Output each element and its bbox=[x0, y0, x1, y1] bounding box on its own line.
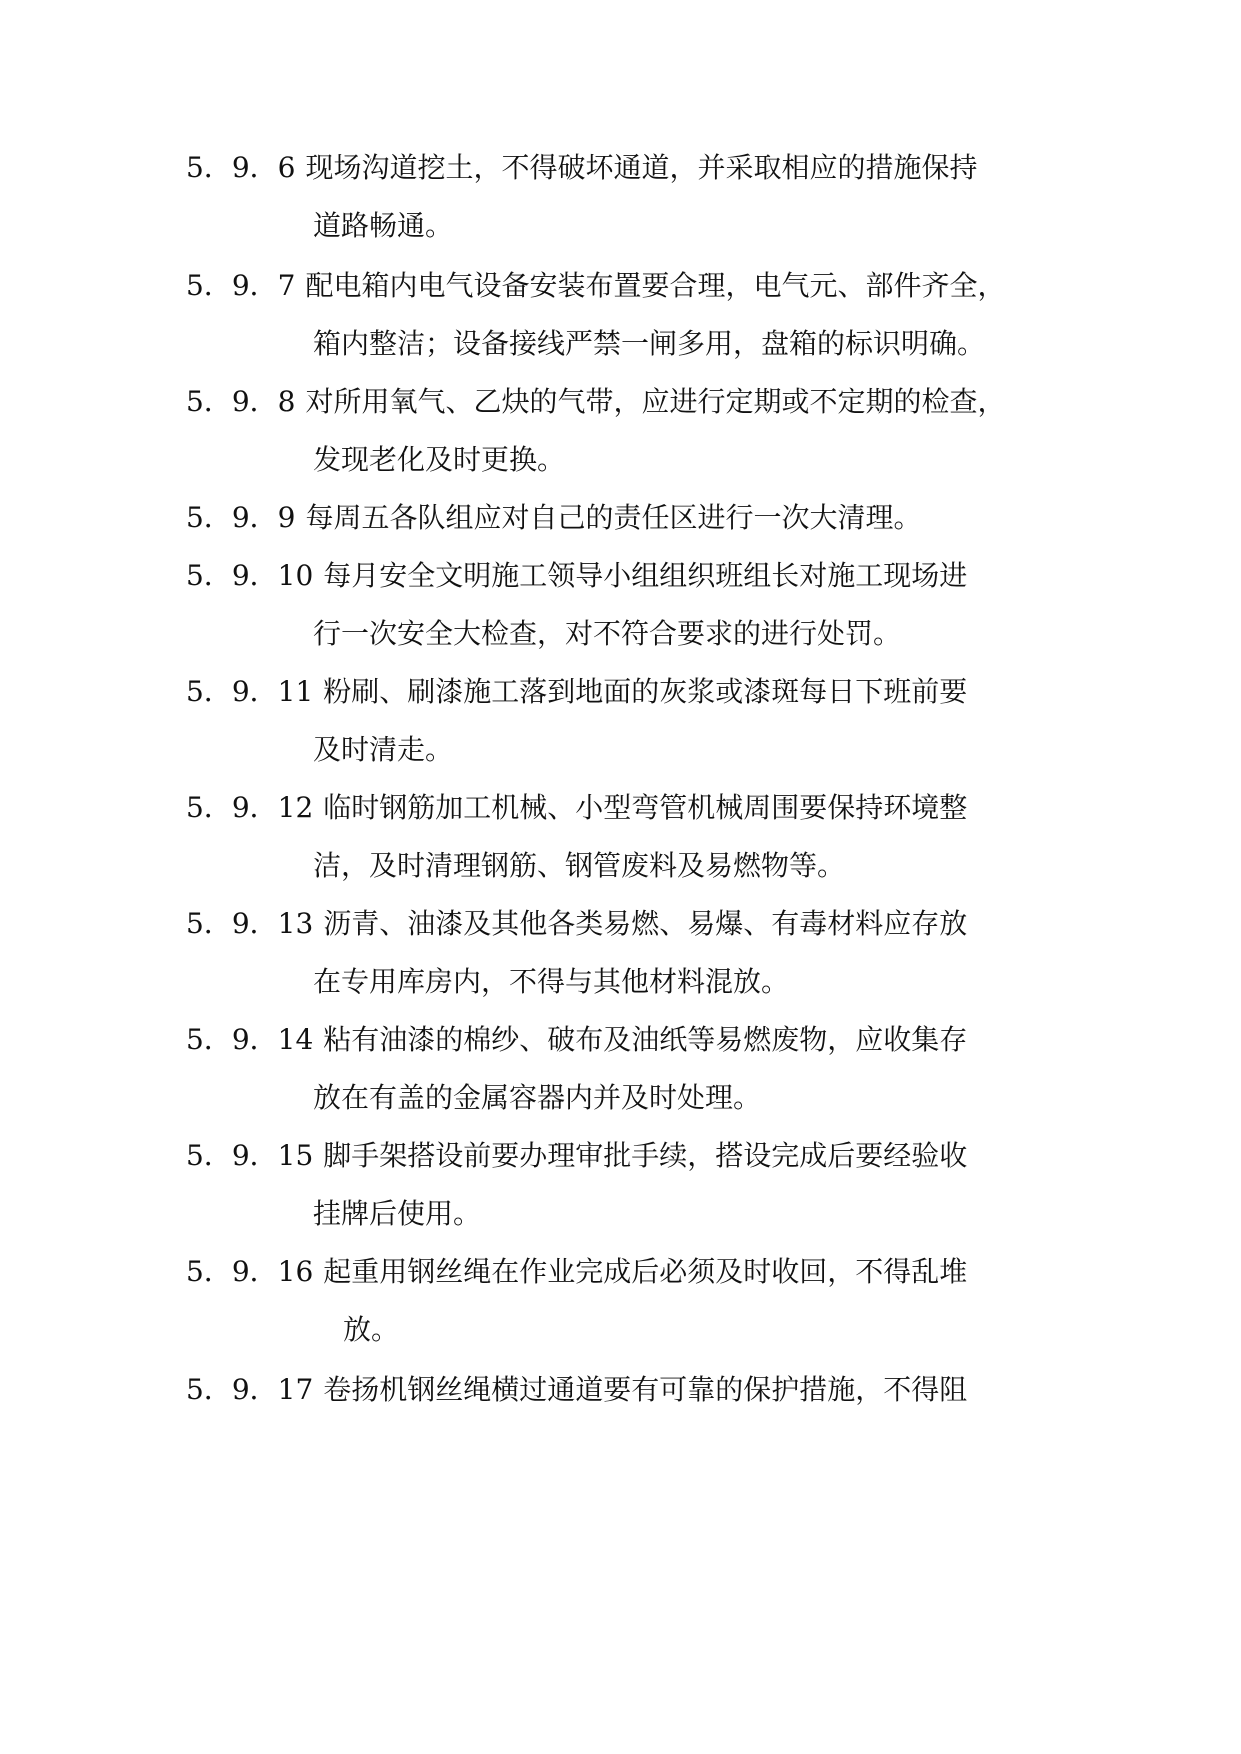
clause-number: 5．9．7 bbox=[186, 269, 296, 302]
clause-text: 起重用钢丝绳在作业完成后必须及时收回，不得乱堆 bbox=[323, 1255, 968, 1288]
clause-5-9-17 bbox=[186, 1370, 967, 1410]
clause-text: 卷扬机钢丝绳横过通道要有可靠的保护措施，不得阻 bbox=[323, 1373, 968, 1406]
clause-5-9-6 bbox=[186, 148, 977, 188]
clause-number: 5．9．13 bbox=[186, 907, 314, 940]
clause-5-9-12 bbox=[186, 788, 967, 828]
clause-continuation: 行一次安全大检查，对不符合要求的进行处罚。 bbox=[313, 617, 902, 650]
clause-number: 5．9．9 bbox=[186, 501, 296, 534]
clause-text: 对所用氧气、乙炔的气带，应进行定期或不定期的检查， bbox=[305, 385, 1006, 418]
clause-number: 5．9．11 bbox=[186, 675, 314, 708]
clause-text: 沥青、油漆及其他各类易燃、易爆、有毒材料应存放 bbox=[323, 907, 968, 940]
clause-5-9-11 bbox=[186, 672, 967, 712]
clause-text: 临时钢筋加工机械、小型弯管机械周围要保持环境整 bbox=[323, 791, 968, 824]
clause-5-9-10 bbox=[186, 556, 967, 596]
clause-text: 每周五各队组应对自己的责任区进行一次大清理。 bbox=[305, 501, 922, 534]
clause-continuation: 箱内整洁；设备接线严禁一闸多用，盘箱的标识明确。 bbox=[313, 327, 986, 360]
clause-5-9-9 bbox=[186, 498, 921, 538]
clause-5-9-14 bbox=[186, 1020, 967, 1060]
clause-number: 5．9．8 bbox=[186, 385, 296, 418]
clause-5-9-8 bbox=[186, 382, 1005, 422]
clause-number: 5．9．12 bbox=[186, 791, 314, 824]
clause-text: 配电箱内电气设备安装布置要合理，电气元、部件齐全， bbox=[305, 269, 1006, 302]
clause-text: 每月安全文明施工领导小组组织班组长对施工现场进 bbox=[323, 559, 968, 592]
clause-number: 5．9．16 bbox=[186, 1255, 314, 1288]
clause-continuation: 发现老化及时更换。 bbox=[313, 443, 566, 476]
clause-text: 粉刷、刷漆施工落到地面的灰浆或漆斑每日下班前要 bbox=[323, 675, 968, 708]
clause-5-9-13 bbox=[186, 904, 967, 944]
clause-continuation: 放。 bbox=[343, 1313, 400, 1346]
clause-continuation: 道路畅通。 bbox=[313, 209, 454, 242]
clause-continuation: 洁，及时清理钢筋、钢管废料及易燃物等。 bbox=[313, 849, 846, 882]
clause-continuation: 在专用库房内，不得与其他材料混放。 bbox=[313, 965, 790, 998]
clause-5-9-7 bbox=[186, 266, 1005, 306]
clause-number: 5．9．10 bbox=[186, 559, 314, 592]
clause-text: 现场沟道挖土，不得破坏通道，并采取相应的措施保持 bbox=[305, 151, 978, 184]
clause-continuation: 挂牌后使用。 bbox=[313, 1197, 482, 1230]
clause-number: 5．9．15 bbox=[186, 1139, 314, 1172]
clause-number: 5．9．17 bbox=[186, 1373, 314, 1406]
clause-continuation: 放在有盖的金属容器内并及时处理。 bbox=[313, 1081, 762, 1114]
clause-text: 脚手架搭设前要办理审批手续，搭设完成后要经验收 bbox=[323, 1139, 968, 1172]
clause-text: 粘有油漆的棉纱、破布及油纸等易燃废物，应收集存 bbox=[323, 1023, 968, 1056]
clause-number: 5．9．6 bbox=[186, 151, 296, 184]
clause-number: 5．9．14 bbox=[186, 1023, 314, 1056]
clause-5-9-16 bbox=[186, 1252, 967, 1292]
clause-5-9-15 bbox=[186, 1136, 967, 1176]
clause-continuation: 及时清走。 bbox=[313, 733, 454, 766]
